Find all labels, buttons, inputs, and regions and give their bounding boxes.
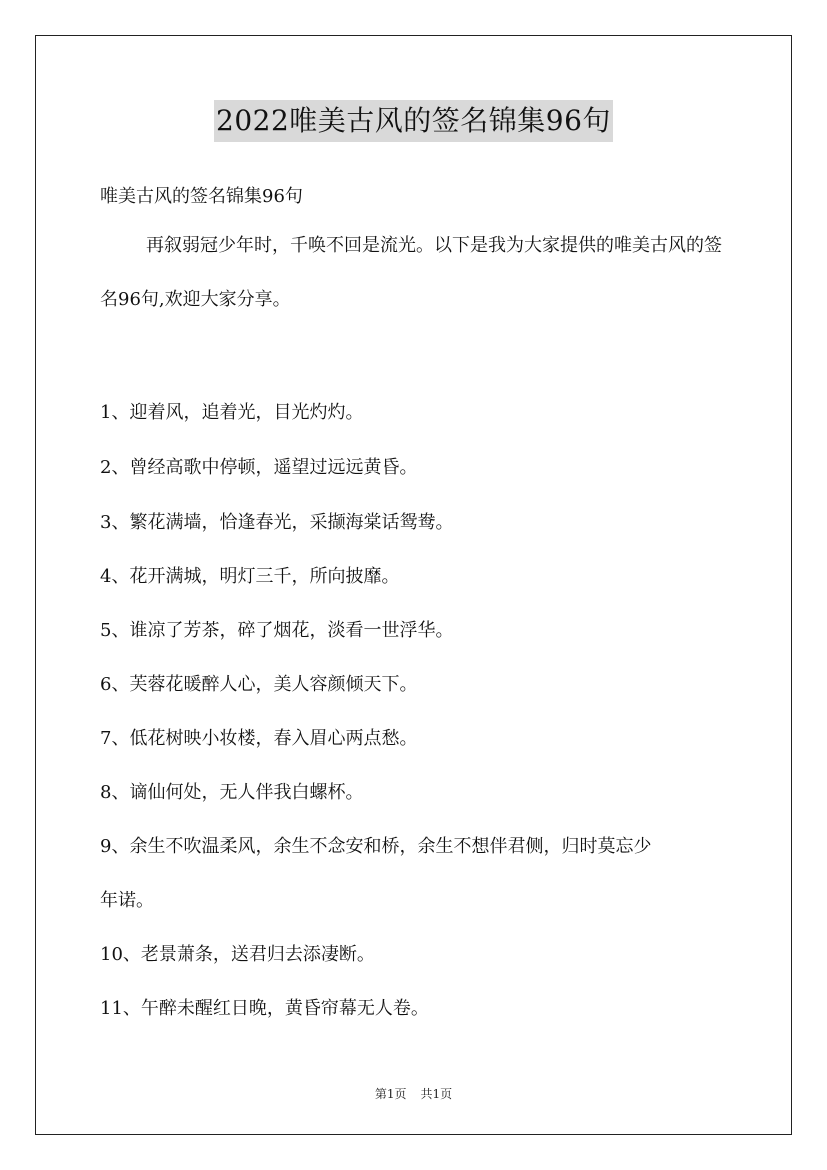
list-item-continuation: 年诺。 <box>100 890 154 911</box>
document-subtitle: 唯美古风的签名锦集96句 <box>100 186 303 207</box>
list-item: 2、曾经高歌中停顿，遥望过远远黄昏。 <box>100 457 418 478</box>
list-item: 5、谁凉了芳茶，碎了烟花，淡看一世浮华。 <box>100 620 454 641</box>
page-total: 共1页 <box>420 1087 453 1101</box>
intro-paragraph: 再叙弱冠少年时，千唤不回是流光。以下是我为大家提供的唯美古风的签名96句,欢迎大家分享。 <box>100 235 722 310</box>
list-item: 3、繁花满墙，恰逢春光，采撷海棠话鸳鸯。 <box>100 512 454 533</box>
list-item: 9、余生不吹温柔风，余生不念安和桥，余生不想伴君侧，归时莫忘少 <box>100 836 652 857</box>
page-footer <box>0 1085 827 1102</box>
list-item: 6、芙蓉花暖醉人心，美人容颜倾天下。 <box>100 674 418 695</box>
list-item: 11、午醉未醒红日晚，黄昏帘幕无人卷。 <box>100 998 429 1019</box>
list-item: 4、花开满城，明灯三千，所向披靡。 <box>100 566 400 587</box>
list-item: 7、低花树映小妆楼，春入眉心两点愁。 <box>100 728 418 749</box>
list-item: 10、老景萧条，送君归去添凄断。 <box>100 944 375 965</box>
list-item: 8、谪仙何处，无人伴我白螺杯。 <box>100 782 364 803</box>
list-item: 1、迎着风，追着光，目光灼灼。 <box>100 402 364 423</box>
title-container <box>0 100 827 142</box>
document-title: 2022唯美古风的签名锦集96句 <box>214 100 613 142</box>
page-number: 第1页 <box>374 1087 407 1101</box>
